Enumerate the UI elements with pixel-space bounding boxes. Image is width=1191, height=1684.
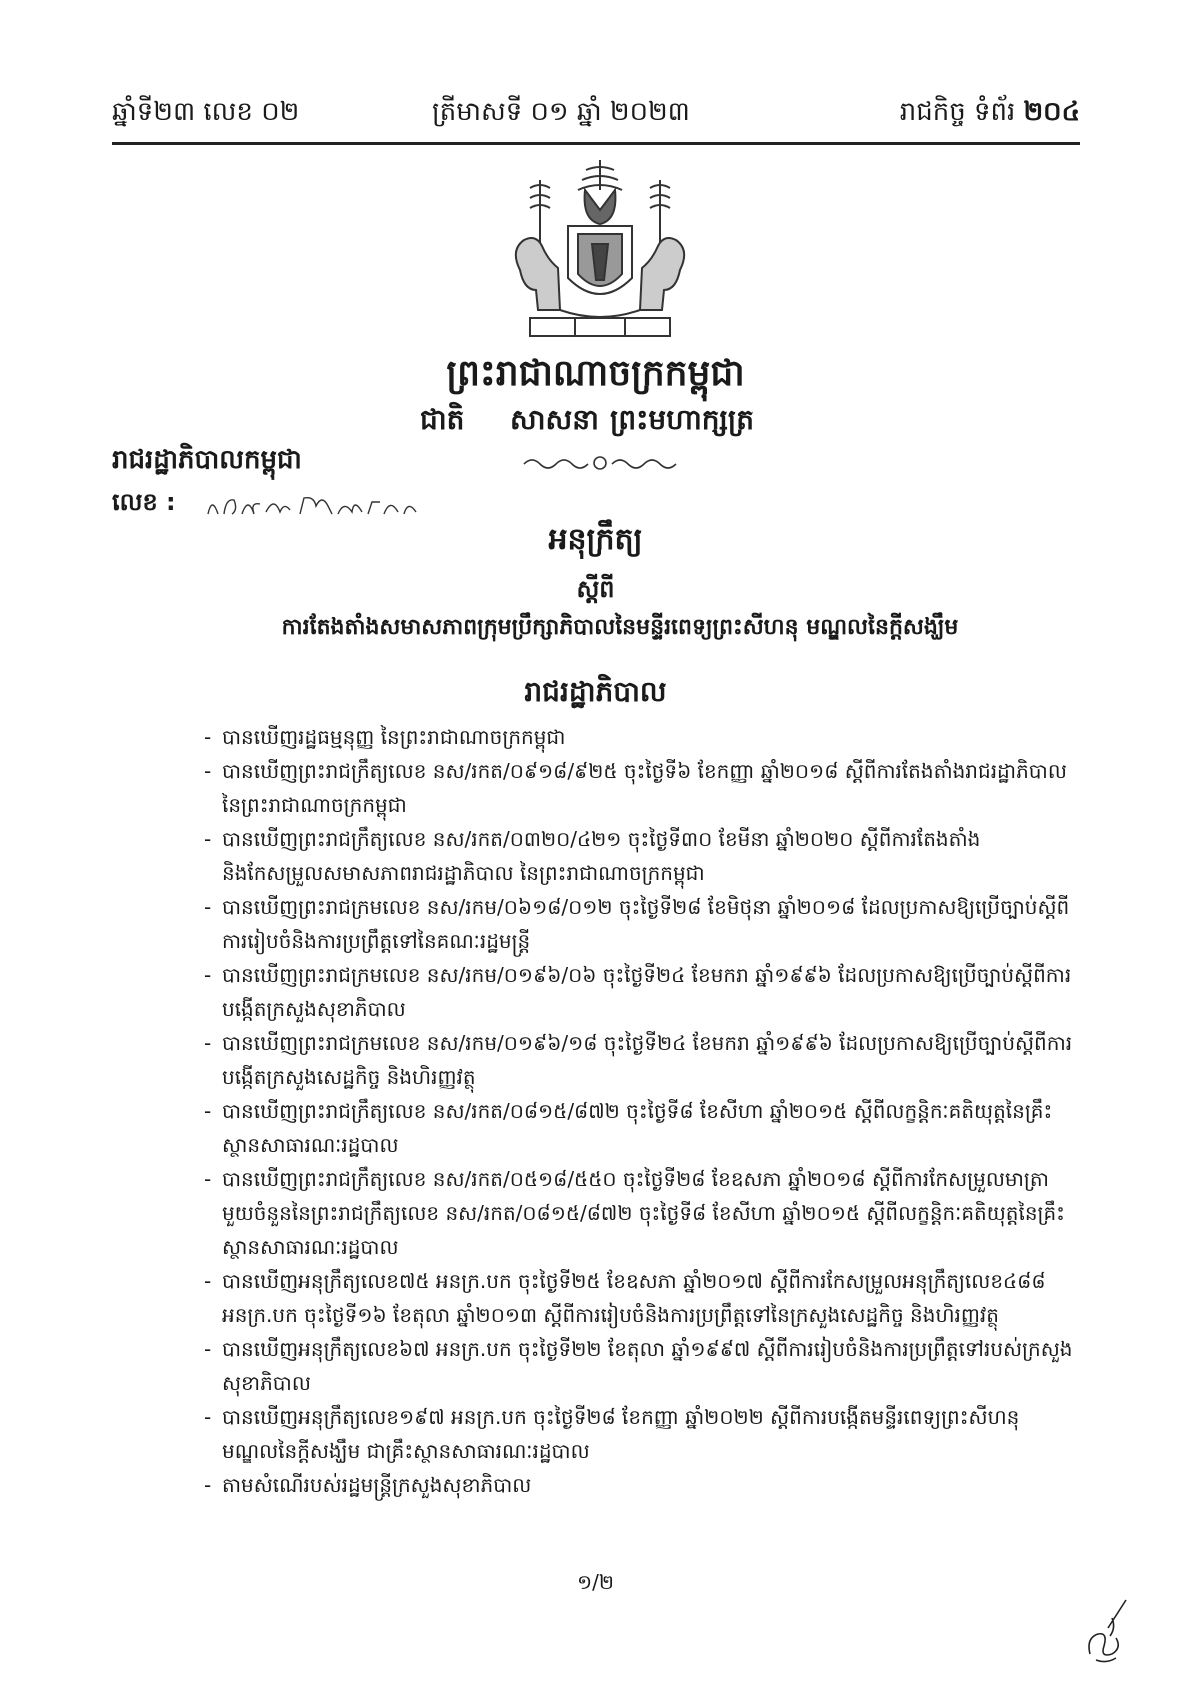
initials-signature-icon bbox=[1082, 1598, 1132, 1668]
divider-ornament-icon bbox=[520, 450, 680, 476]
document-type: អនុក្រឹត្យ bbox=[548, 522, 643, 557]
gazette-page-number: ២០៤ bbox=[1023, 97, 1080, 127]
motto-nation: ជាតិ bbox=[420, 403, 465, 436]
preamble-clause: - បានឃើញអនុក្រឹត្យលេខ១៩៧ អនក្រ.បក ចុះថ្ងៃទី២៨ ខែកញ្ញា ឆ្នាំ២០២២ ស្តីពីការបង្កើតមន្ទីរពេទ្យព្រះសីហនុ មណ្ឌលនៃក្តីសង្ឃឹម ជាគ្រឹះស្ថានសាធារណៈរដ្ឋបាល bbox=[204, 1405, 1020, 1463]
motto-religion: សាសនា bbox=[510, 403, 599, 436]
issuing-authority: រាជរដ្ឋាភិបាលកម្ពុជា bbox=[112, 445, 302, 475]
preamble-clause: - បានឃើញព្រះរាជក្រឹត្យលេខ នស/រកត/០៨១៥/៨៧២ ចុះថ្ងៃទី៨ ខែសីហា ឆ្នាំ២០១៥ ស្តីពីលក្ខន្តិកៈគតិយុត្តនៃគ្រឹះស្ថានសាធារណៈរដ្ឋបាល bbox=[204, 1099, 1053, 1157]
preamble-clause: - តាមសំណើរបស់រដ្ឋមន្ត្រីក្រសួងសុខាភិបាល bbox=[204, 1473, 532, 1497]
preamble-clause: - បានឃើញព្រះរាជក្រមលេខ នស/រកម/០៦១៨/០១២ ចុះថ្ងៃទី២៨ ខែមិថុនា ឆ្នាំ២០១៨ ដែលប្រកាសឱ្យប្រើច្បាប់ស្តីពីការរៀបចំនិងការប្រព្រឹត្តទៅនៃគណៈរដ្ឋមន្ត្រី bbox=[204, 895, 1070, 953]
document-about: ស្តីពី bbox=[576, 575, 615, 603]
preamble-clause: - បានឃើញរដ្ឋធម្មនុញ្ញ នៃព្រះរាជាណាចក្រកម្ពុជា bbox=[204, 725, 566, 749]
national-motto bbox=[420, 400, 800, 440]
preamble-clause: - បានឃើញព្រះរាជក្រឹត្យលេខ នស/រកត/០៥១៨/៥៥០ ចុះថ្ងៃទី២៨ ខែឧសភា ឆ្នាំ២០១៨ ស្តីពីការកែសម្រួលមាត្រាមួយចំនួននៃព្រះរាជក្រឹត្យលេខ នស/រកត/០៨១៥/៨៧២ ចុះថ្ងៃទី៨ ខែសីហា ឆ្នាំ២០១៥ ស្តីពីលក្ខន្តិកៈគតិយុត្តនៃគ្រឹះស្ថានសាធារណៈរដ្ឋបាល bbox=[204, 1167, 1065, 1259]
preamble-clause: - បានឃើញព្រះរាជក្រឹត្យលេខ នស/រកត/០៩១៨/៩២៥ ចុះថ្ងៃទី៦ ខែកញ្ញា ឆ្នាំ២០១៨ ស្តីពីការតែងតាំងរាជរដ្ឋាភិបាល នៃព្រះរាជាណាចក្រកម្ពុជា bbox=[204, 759, 1067, 817]
document-subject: ការតែងតាំងសមាសភាពក្រុមប្រឹក្សាភិបាលនៃមន្ទីរពេទ្យព្រះសីហនុ មណ្ឌលនៃក្តីសង្ឃឹម bbox=[281, 615, 959, 640]
gazette-issue: ឆ្នាំទី២៣ លេខ ០២ bbox=[112, 97, 300, 127]
gazette-page-label: រាជកិច្ច ទំព័រ bbox=[899, 97, 1016, 127]
motto-king: ព្រះមហាក្សត្រ bbox=[610, 403, 754, 436]
document-number bbox=[112, 484, 176, 520]
preamble-clause: - បានឃើញអនុក្រឹត្យលេខ៧៥ អនក្រ.បក ចុះថ្ងៃទី២៥ ខែឧសភា ឆ្នាំ២០១៧ ស្តីពីការកែសម្រួលអនុក្រឹត្យលេខ៤៨៨ អនក្រ.បក ចុះថ្ងៃទី១៦ ខែតុលា ឆ្នាំ២០១៣ ស្តីពីការរៀបចំនិងការប្រព្រឹត្តទៅនៃក្រសួងសេដ្ឋកិច្ច និងហិរញ្ញវត្ថុ bbox=[204, 1269, 1046, 1327]
preamble-clause: - បានឃើញព្រះរាជក្រឹត្យលេខ នស/រកត/០៣២០/៤២១ ចុះថ្ងៃទី៣០ ខែមីនា ឆ្នាំ២០២០ ស្តីពីការតែងតាំង និងកែសម្រួលសមាសភាពរាជរដ្ឋាភិបាល នៃព្រះរាជាណាចក្រកម្ពុជា bbox=[204, 827, 981, 885]
kingdom-name: ព្រះរាជាណាចក្រកម្ពុជា bbox=[446, 353, 745, 394]
gazette-header bbox=[112, 92, 1080, 136]
gazette-page bbox=[900, 92, 1080, 132]
royal-arms-icon bbox=[500, 160, 700, 350]
preamble-clauses bbox=[204, 720, 1078, 1502]
document-number-label: លេខ : bbox=[112, 488, 176, 516]
page-number: ១/២ bbox=[576, 1570, 614, 1594]
gazette-quarter: ត្រីមាសទី ០១ ឆ្នាំ ២០២៣ bbox=[432, 97, 690, 127]
preamble-clause: - បានឃើញអនុក្រឹត្យលេខ៦៧ អនក្រ.បក ចុះថ្ងៃទី២២ ខែតុលា ឆ្នាំ១៩៩៧ ស្តីពីការរៀបចំនិងការប្រព្រឹត្តទៅរបស់ក្រសួងសុខាភិបាល bbox=[204, 1337, 1073, 1395]
enacting-authority: រាជរដ្ឋាភិបាល bbox=[524, 675, 667, 708]
header-divider bbox=[112, 142, 1080, 145]
preamble-clause: - បានឃើញព្រះរាជក្រមលេខ នស/រកម/០១៩៦/០៦ ចុះថ្ងៃទី២៤ ខែមករា ឆ្នាំ១៩៩៦ ដែលប្រកាសឱ្យប្រើច្បាប់ស្តីពីការបង្កើតក្រសួងសុខាភិបាល bbox=[204, 963, 1072, 1021]
preamble-clause: - បានឃើញព្រះរាជក្រមលេខ នស/រកម/០១៩៦/១៨ ចុះថ្ងៃទី២៤ ខែមករា ឆ្នាំ១៩៩៦ ដែលប្រកាសឱ្យប្រើច្បាប់ស្តីពីការបង្កើតក្រសួងសេដ្ឋកិច្ច និងហិរញ្ញវត្ថុ bbox=[204, 1031, 1073, 1089]
handwritten-number-icon bbox=[204, 490, 424, 520]
